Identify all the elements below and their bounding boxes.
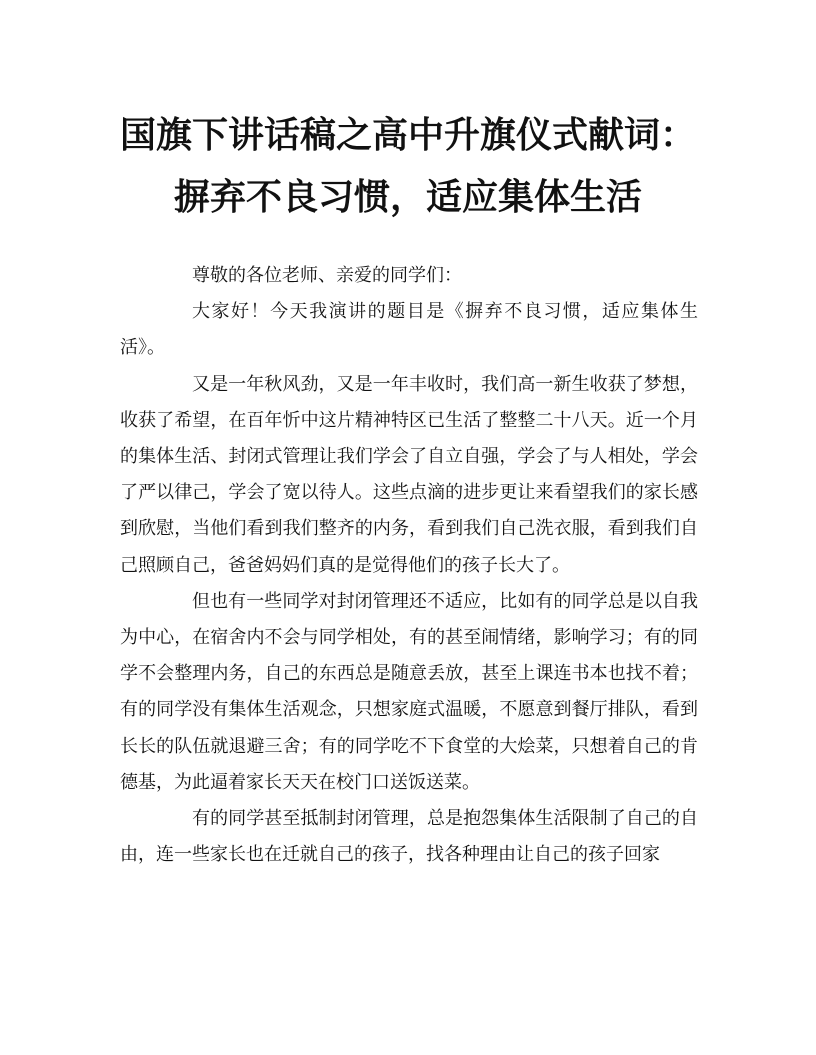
document-body <box>120 258 698 873</box>
body-paragraph: 有的同学甚至抵制封闭管理，总是抱怨集体生活限制了自己的自由，连一些家长也在迁就自己的孩子，找各种理由让自己的孩子回家 <box>120 808 698 866</box>
body-paragraph: 但也有一些同学对封闭管理还不适应，比如有的同学总是以自我为中心，在宿舍内不会与同学相处，有的甚至闹情绪，影响学习；有的同学不会整理内务，自己的东西总是随意丢放，甚至上课连书本也找不着；有的同学没有集体生活观念，只想家庭式温暖，不愿意到餐厅排队，看到长长的队伍就退避三舍；有的同学吃不下食堂的大烩菜，只想着自己的肯德基，为此逼着家长天天在校门口送饭送菜。 <box>120 590 698 793</box>
body-paragraph: 又是一年秋风劲，又是一年丰收时，我们高一新生收获了梦想，收获了希望，在百年忻中这片精神特区已生活了整整二十八天。近一个月的集体生活、封闭式管理让我们学会了自立自强，学会了与人相处，学会了严以律己，学会了宽以待人。这些点滴的进步更让来看望我们的家长感到欣慰，当他们看到我们整齐的内务，看到我们自己洗衣服，看到我们自己照顾自己，爸爸妈妈们真的是觉得他们的孩子长大了。 <box>120 373 698 576</box>
document-title: 国旗下讲话稿之高中升旗仪式献词：摒弃不良习惯，适应集体生活 <box>119 114 696 218</box>
salutation: 尊敬的各位老师、亲爱的同学们： <box>192 265 462 286</box>
greeting-paragraph: 大家好！今天我演讲的题目是《摒弃不良习惯，适应集体生活》。 <box>120 301 698 359</box>
